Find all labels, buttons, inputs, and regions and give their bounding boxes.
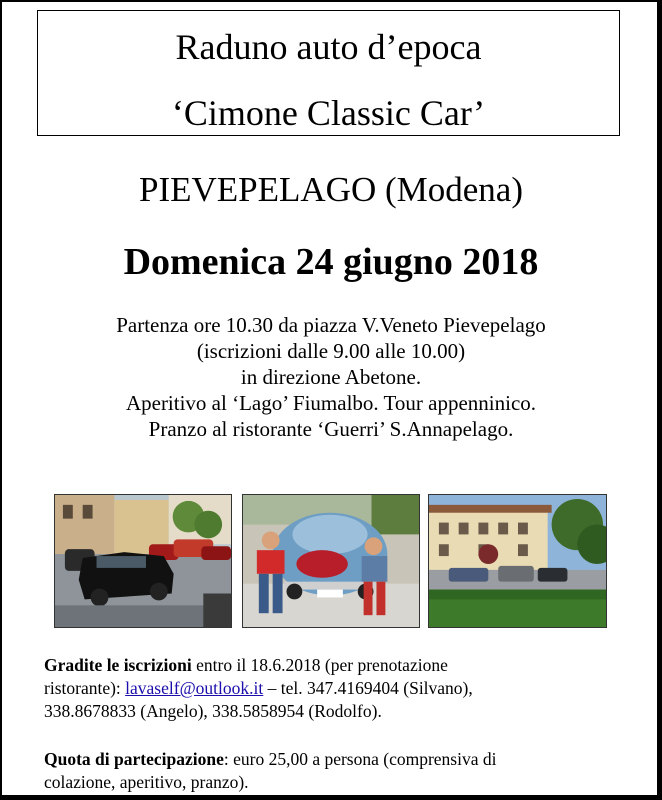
event-subtitle: ‘Cimone Classic Car’ <box>171 93 486 133</box>
fee-label: Quota di partecipazione <box>44 749 224 769</box>
fee-info <box>44 748 634 794</box>
registration-label: Gradite le iscrizioni <box>44 655 192 675</box>
email-link[interactable]: lavaself@outlook.it <box>125 678 264 698</box>
registration-line-1 <box>44 654 634 677</box>
photo-village-square <box>428 494 607 628</box>
event-date: Domenica 24 giugno 2018 <box>123 241 539 283</box>
registration-info <box>44 654 634 723</box>
details-line: Pranzo al ristorante ‘Guerri’ S.Annapelago. <box>148 417 514 441</box>
fee-amount: : euro 25,00 a persona (comprensiva di <box>223 749 497 769</box>
registration-phone: – tel. 347.4169404 (Silvano), <box>263 678 473 698</box>
details-line: in direzione Abetone. <box>240 365 422 389</box>
details-line: Partenza ore 10.30 da piazza V.Veneto Pievepelago <box>116 313 546 337</box>
fee-line-2: colazione, aperitivo, pranzo). <box>44 772 249 792</box>
registration-line-3: 338.8678833 (Angelo), 338.5858954 (Rodolfo). <box>44 701 382 721</box>
registration-restaurant: ristorante): <box>44 678 126 698</box>
registration-deadline: entro il 18.6.2018 (per prenotazione <box>191 655 448 675</box>
title-box <box>37 10 620 136</box>
registration-line-2 <box>44 677 634 700</box>
details-line: (iscrizioni dalle 9.00 alle 10.00) <box>196 339 466 363</box>
event-title: Raduno auto d’epoca <box>175 27 482 67</box>
event-details <box>2 312 660 442</box>
photo-children-blue-car <box>242 494 420 628</box>
photo-parked-cars <box>54 494 232 628</box>
fee-line-1 <box>44 748 634 771</box>
event-location: PIEVEPELAGO (Modena) <box>139 170 523 209</box>
details-line: Aperitivo al ‘Lago’ Fiumalbo. Tour appenninico. <box>125 391 537 415</box>
